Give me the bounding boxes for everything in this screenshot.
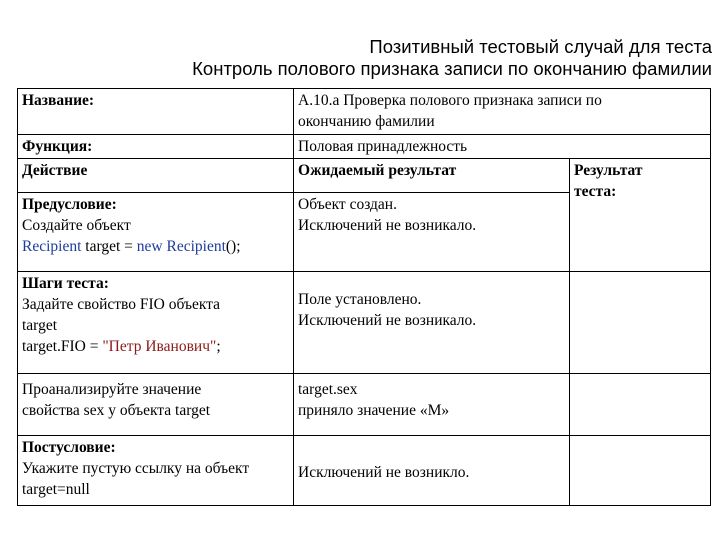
precondition-code — [22, 236, 289, 257]
expected-header: Ожидаемый результат — [298, 162, 457, 179]
steps-result-cell — [570, 272, 711, 374]
name-value-cell — [294, 89, 711, 135]
analyze-expected-line-2: приняло значение «М» — [298, 402, 450, 419]
result-header-line-2: теста: — [574, 183, 617, 200]
postcondition-line-2: target=null — [22, 481, 90, 498]
name-label-cell — [18, 89, 294, 135]
steps-code — [22, 336, 289, 357]
steps-expected-line-2: Исключений не возникало. — [298, 312, 477, 329]
steps-cell — [18, 272, 294, 374]
steps-line-2: target — [22, 317, 58, 334]
analyze-cell — [18, 374, 294, 436]
steps-expected-cell — [294, 272, 570, 374]
precondition-result-cell — [570, 193, 711, 272]
postcondition-result-cell — [570, 436, 711, 506]
code-class-name: Recipient — [22, 238, 82, 255]
analyze-result-cell — [570, 374, 711, 436]
action-header-cell — [18, 159, 294, 193]
action-header: Действие — [22, 162, 88, 179]
name-label: Название: — [22, 92, 95, 109]
steps-title: Шаги теста: — [22, 275, 109, 292]
code-keyword-new: new — [136, 238, 163, 255]
result-header-cell — [570, 159, 711, 200]
postcondition-expected: Исключений не возникло. — [298, 464, 470, 481]
analyze-expected-cell — [294, 374, 570, 436]
expected-header-cell — [294, 159, 570, 193]
postcondition-title: Постусловие: — [22, 439, 116, 456]
precondition-expected-line-2: Исключений не возникало. — [298, 217, 477, 234]
steps-code-prefix: target.FIO = — [22, 338, 103, 355]
steps-expected-line-1: Поле установлено. — [298, 291, 422, 308]
code-variable: target = — [81, 238, 137, 255]
code-end: (); — [225, 238, 241, 255]
code-constructor: Recipient — [166, 238, 226, 255]
function-value-cell — [294, 135, 711, 159]
steps-code-string: "Петр Иванович" — [102, 338, 217, 355]
precondition-expected-cell — [294, 193, 570, 272]
postcondition-line-1: Укажите пустую ссылку на объект — [22, 460, 250, 477]
slide-title-line-1: Позитивный тестовый случай для теста — [369, 36, 712, 57]
postcondition-expected-cell — [294, 436, 570, 506]
precondition-cell — [18, 193, 294, 272]
analyze-expected-line-1: target.sex — [298, 381, 358, 398]
precondition-expected-line-1: Объект создан. — [298, 196, 397, 213]
result-header-line-1: Результат — [574, 162, 643, 179]
name-value-line-2: окончанию фамилии — [298, 113, 435, 130]
postcondition-cell — [18, 436, 294, 506]
function-label-cell — [18, 135, 294, 159]
analyze-line-1: Проанализируйте значение — [22, 381, 202, 398]
function-label: Функция: — [22, 138, 93, 155]
test-case-table — [17, 88, 711, 506]
precondition-title: Предусловие: — [22, 196, 117, 213]
analyze-line-2: свойства sex у объекта target — [22, 402, 211, 419]
precondition-line-1: Создайте объект — [22, 217, 131, 234]
steps-code-end: ; — [216, 338, 221, 355]
function-value: Половая принадлежность — [298, 138, 468, 155]
slide-title-line-2: Контроль полового признака записи по окончанию фамилии — [192, 58, 712, 79]
steps-line-1: Задайте свойство FIO объекта — [22, 296, 221, 313]
name-value-line-1: А.10.а Проверка полового признака записи по — [298, 92, 602, 109]
